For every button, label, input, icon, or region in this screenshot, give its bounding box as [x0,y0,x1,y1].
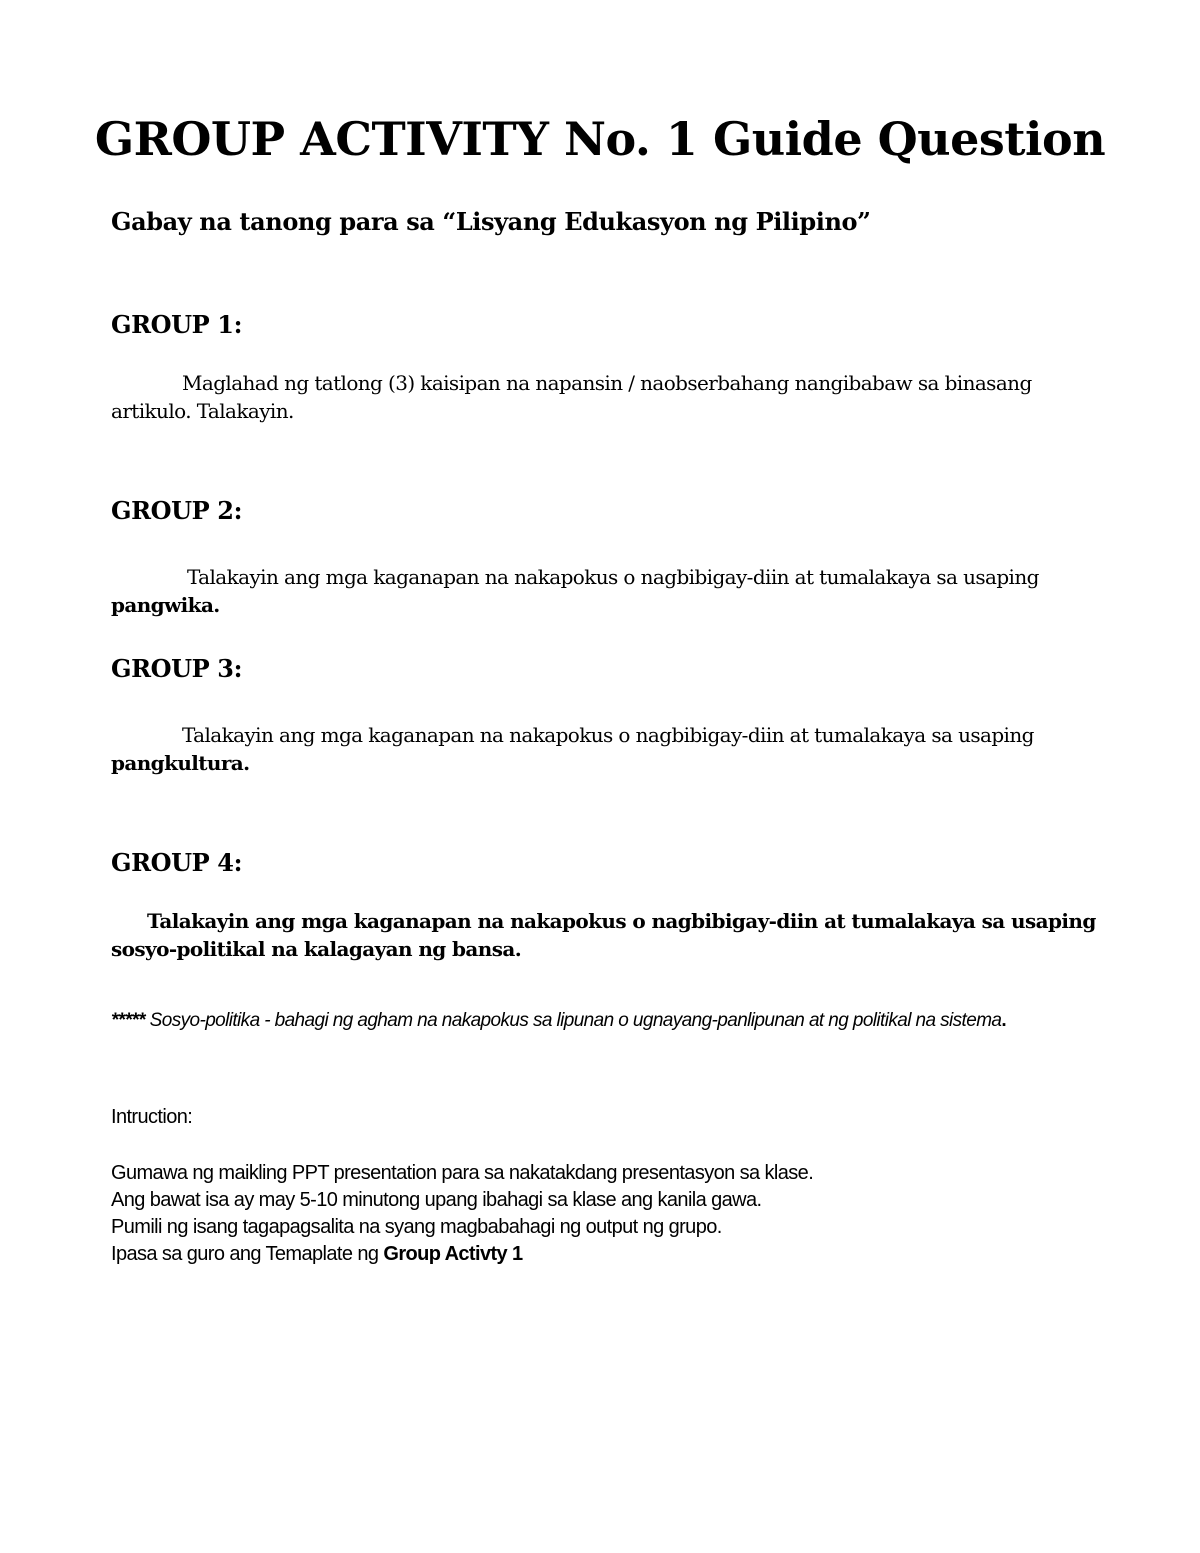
group-2-text [111,563,1091,619]
group-3-line-2: pangkultura. [111,751,250,775]
instruction-label: Intruction: [111,1106,193,1128]
instruction-line-1: Gumawa ng maikling PPT presentation para sa nakatakdang presentasyon sa klase. [111,1162,814,1184]
group-4-heading: GROUP 4: [111,848,243,877]
note-period: . [1001,1010,1007,1031]
page-title: GROUP ACTIVITY No. 1 Guide Question [94,112,1106,166]
instruction-list [111,1160,813,1268]
group-2-heading: GROUP 2: [111,496,243,525]
instruction-line-4-prefix: Ipasa sa guro ang Temaplate ng [111,1243,384,1265]
group-3-heading: GROUP 3: [111,654,243,683]
instruction-line-4-bold: Group Activty 1 [383,1243,523,1265]
group-1-text [111,369,1091,425]
note-text: Sosyo-politika - bahagi ng agham na nakapokus sa lipunan o ugnayang-panlipunan at ng politikal na sistema [144,1010,1002,1031]
instruction-line-3: Pumili ng isang tagapagsalita na syang magbabahagi ng output ng grupo. [111,1216,722,1238]
group-2-line-1: Talakayin ang mga kaganapan na nakapokus o nagbibigay-diin at tumalakaya sa usaping [187,565,1039,589]
group-3-line-1: Talakayin ang mga kaganapan na nakapokus o nagbibigay-diin at tumalakaya sa usaping [182,723,1034,747]
instruction-line-4 [111,1241,813,1268]
group-4-line-1: Talakayin ang mga kaganapan na nakapokus o nagbibigay-diin at tumalakaya sa usaping [147,909,1096,933]
page-subtitle: Gabay na tanong para sa “Lisyang Edukasyon ng Pilipino” [111,207,871,236]
group-4-text [111,907,1096,963]
instruction-line-2: Ang bawat isa ay may 5-10 minutong upang ibahagi sa klase ang kanila gawa. [111,1189,762,1211]
group-1-heading: GROUP 1: [111,310,243,339]
group-3-text [111,721,1091,777]
group-2-line-2: pangwika. [111,593,220,617]
note-stars: ***** [111,1010,145,1031]
group-1-line-2: artikulo. Talakayin. [111,399,294,423]
definition-note [111,1010,1006,1032]
group-1-line-1: Maglahad ng tatlong (3) kaisipan na napansin / naobserbahang nangibabaw sa binasang [182,371,1032,395]
group-4-line-2: sosyo-politikal na kalagayan ng bansa. [111,937,522,961]
